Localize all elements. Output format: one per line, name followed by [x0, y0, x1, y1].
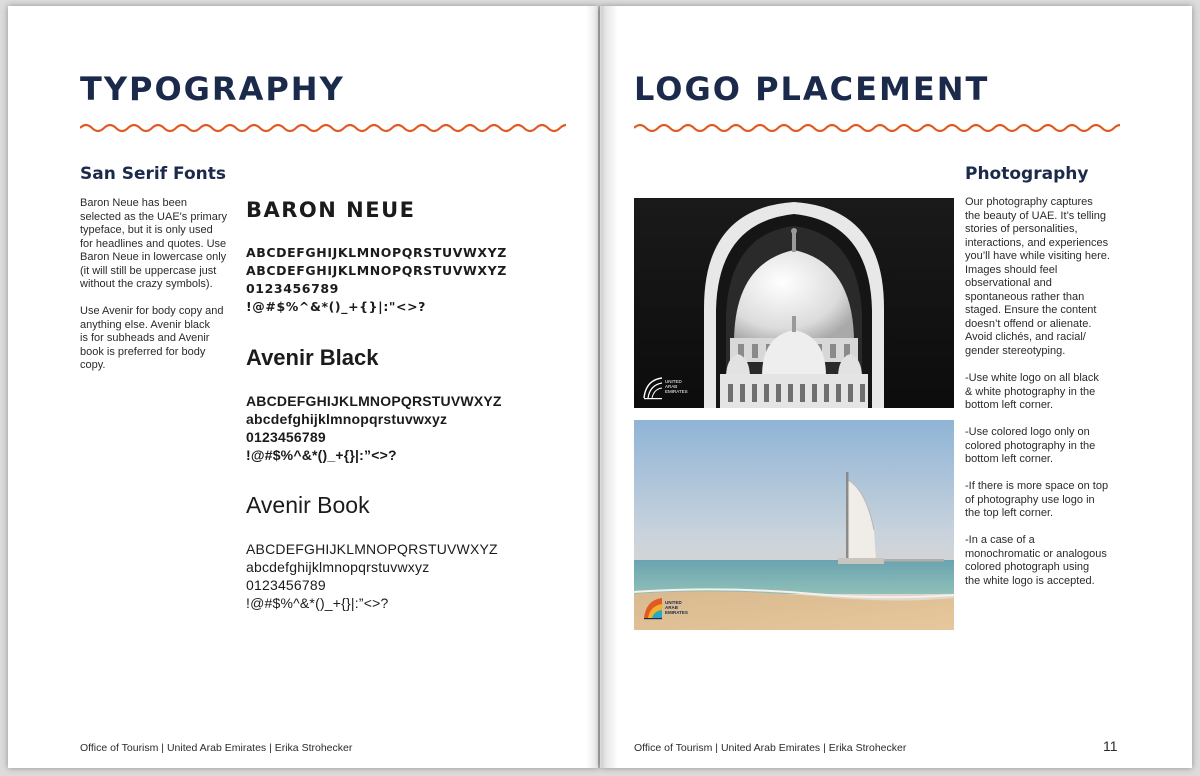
left-wave-divider: [80, 120, 566, 136]
avenir-black-digits: 0123456789: [246, 429, 326, 445]
avenir-black-uppercase: ABCDEFGHIJKLMNOPQRSTUVWXYZ: [246, 393, 502, 409]
avenir-book-lowercase: abcdefghijklmnopqrstuvwxyz: [246, 559, 430, 575]
burj-al-arab-photo: [634, 420, 954, 630]
uae-logo-colored-text: UNITED ARAB EMIRATES: [665, 600, 688, 615]
avenir-book-name: Avenir Book: [246, 492, 370, 518]
avenir-black-name: Avenir Black: [246, 345, 379, 370]
photography-body: Our photography captures the beauty of UAE. It’s telling stories of personalities, interactions, and experiences you’ll have while visiting here. Images should feel observational and spontaneous rather than staged. Ensure the content doesn’t offend or alienate. Avoid clichés, and racial/ gender stereotyping.: [965, 196, 1110, 357]
uae-logo-white-text: UNITED ARAB EMIRATES: [665, 379, 688, 394]
baron-neue-digits: 0123456789: [246, 281, 339, 296]
avenir-black-lowercase: abcdefghijklmnopqrstuvwxyz: [246, 411, 448, 427]
photography-rule-bw: -Use white logo on all black & white photography in the bottom left corner.: [965, 372, 1099, 411]
avenir-book-symbols: !@#$%^&*()_+{}|:”<>?: [246, 595, 389, 611]
logo-placement-title: LOGO PLACEMENT: [634, 70, 990, 108]
baron-neue-name: BARON NEUE: [246, 198, 416, 222]
right-footer: Office of Tourism | United Arab Emirates | Erika Strohecker: [634, 742, 907, 754]
photography-rule-mono: -In a case of a monochromatic or analogous colored photograph using the white logo is accepted.: [965, 534, 1107, 587]
typography-title: TYPOGRAPHY: [80, 70, 345, 108]
page-number: 11: [1103, 738, 1118, 754]
mosque-photo: [634, 198, 954, 408]
right-wave-divider: [634, 120, 1120, 136]
avenir-book-uppercase: ABCDEFGHIJKLMNOPQRSTUVWXYZ: [246, 541, 498, 557]
avenir-book-digits: 0123456789: [246, 577, 326, 593]
typography-body-paragraph-2: Use Avenir for body copy and anything else. Avenir black is for subheads and Avenir book is preferred for body copy.: [80, 305, 224, 371]
left-footer: Office of Tourism | United Arab Emirates | Erika Strohecker: [80, 742, 353, 754]
baron-neue-symbols: !@#$%^&*()_+{}|:"<>?: [246, 299, 427, 314]
avenir-black-symbols: !@#$%^&*()_+{}|:”<>?: [246, 447, 397, 463]
photography-heading: Photography: [965, 164, 1089, 184]
baron-neue-uppercase: ABCDEFGHIJKLMNOPQRSTUVWXYZ: [246, 263, 507, 278]
baron-neue-uppercase-alt: ABCDEFGHIJKLMNOPQRSTUVWXYZ: [246, 245, 507, 260]
photography-rule-color: -Use colored logo only on colored photography in the bottom left corner.: [965, 426, 1096, 465]
photography-rule-top: -If there is more space on top of photography use logo in the top left corner.: [965, 480, 1109, 519]
typography-body-paragraph-1: Baron Neue has been selected as the UAE's primary typeface, but it is only used for headlines and quotes. Use Baron Neue in lowercase only (it will still be uppercase just without the crazy symbols).: [80, 197, 227, 290]
san-serif-heading: San Serif Fonts: [80, 164, 226, 184]
